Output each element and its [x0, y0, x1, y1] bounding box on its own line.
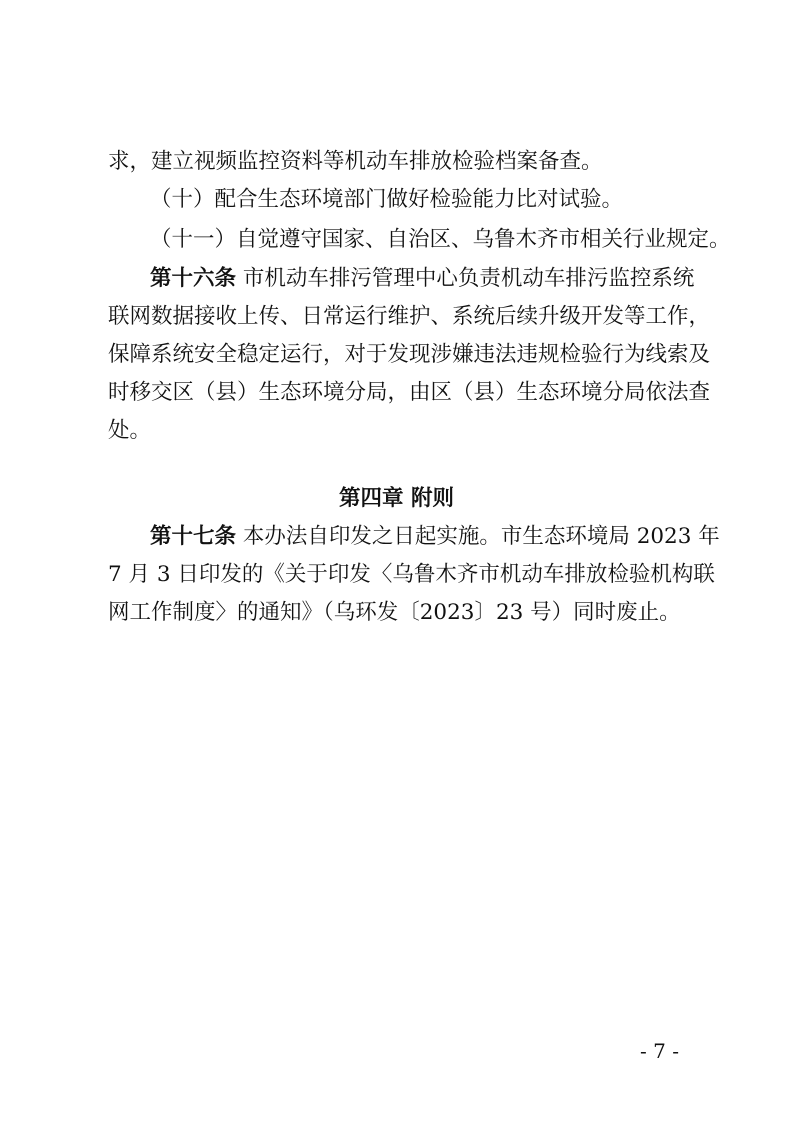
- page-number: - 7 -: [640, 1039, 679, 1063]
- item-10: （十）配合生态环境部门做好检验能力比对试验。: [150, 187, 624, 212]
- article-16-line-3: 保障系统安全稳定运行，对于发现涉嫌违法违规检验行为线索及: [108, 342, 711, 367]
- item-11: （十一）自觉遵守国家、自治区、乌鲁木齐市相关行业规定。: [150, 227, 731, 252]
- article-16-line-2: 联网数据接收上传、日常运行维护、系统后续升级开发等工作，: [108, 304, 711, 329]
- article-17-label: 第十七条: [150, 524, 237, 549]
- text-line-1: 求，建立视频监控资料等机动车排放检验档案备查。: [108, 149, 603, 174]
- article-17-text-1: 本办法自印发之日起实施。市生态环境局 2023 年: [242, 524, 720, 549]
- article-16-text-1: 市机动车排污管理中心负责机动车排污监控系统: [242, 266, 695, 291]
- article-16-line-4: 时移交区（县）生态环境分局，由区（县）生态环境分局依法查: [108, 380, 711, 405]
- article-17-line-1: [150, 522, 720, 552]
- article-17-line-3: 网工作制度〉的通知》（乌环发〔2023〕23 号）同时废止。: [108, 600, 681, 625]
- article-17-line-2: 7 月 3 日印发的《关于印发〈乌鲁木齐市机动车排放检验机构联: [108, 562, 715, 587]
- article-16-line-1: [150, 264, 694, 294]
- article-16-line-5: 处。: [108, 418, 152, 443]
- chapter-4-title: 第四章 附则: [339, 486, 454, 511]
- article-16-label: 第十六条: [150, 266, 237, 291]
